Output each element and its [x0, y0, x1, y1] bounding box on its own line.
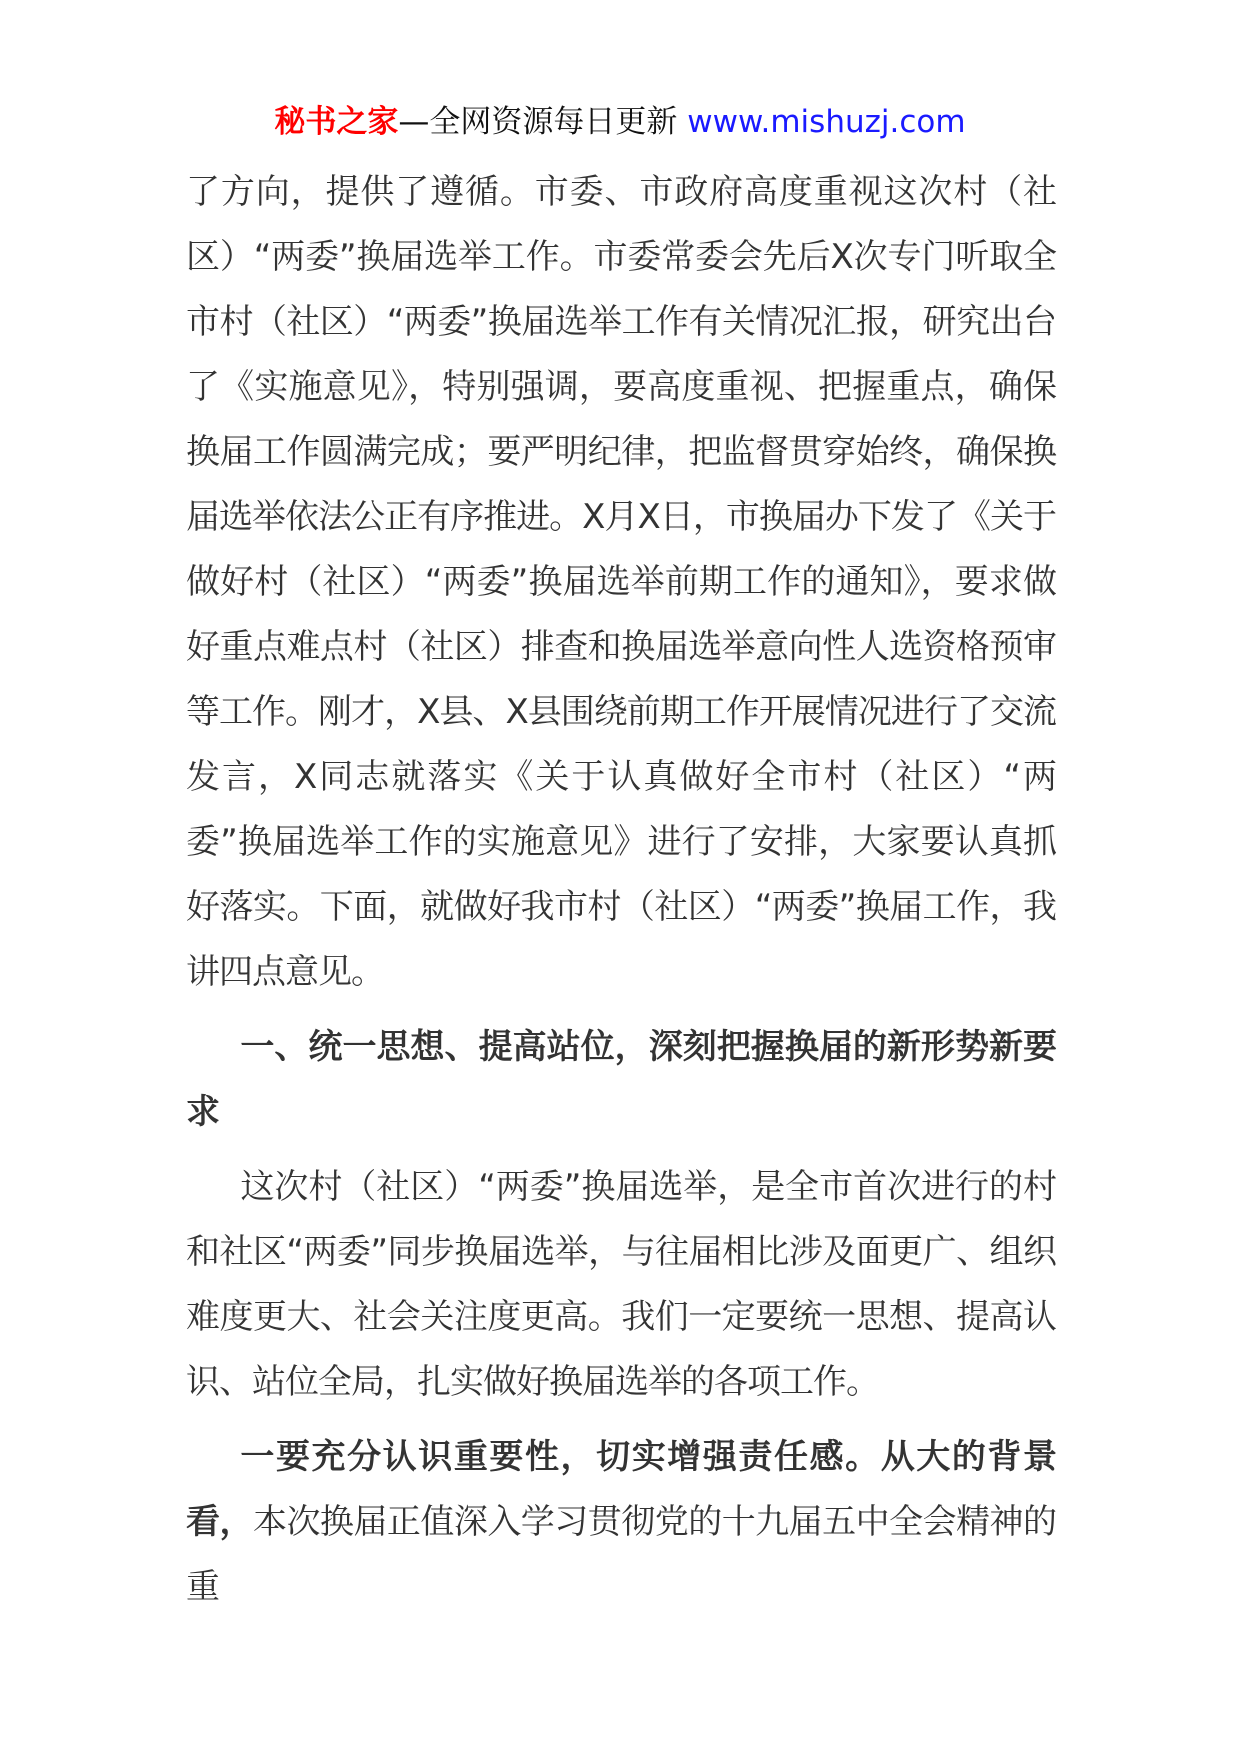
brand-name: 秘书之家 — [274, 104, 399, 140]
paragraph-3-rest: 本次换届正值深入学习贯彻党的十九届五中全会精神的重 — [186, 1502, 1057, 1607]
paragraph-3-lead: 一要充分认识重要性，切实增强责任感。从大的背景看， — [186, 1437, 1056, 1542]
paragraph-3 — [186, 1425, 1056, 1620]
header-slogan: —全网资源每日更新 — [398, 104, 678, 140]
site-header — [0, 102, 1240, 142]
paragraph-1: 了方向，提供了遵循。市委、市政府高度重视这次村（社区）“两委”换届选举工作。市委常委会先后Ⅹ次专门听取全市村（社区）“两委”换届选举工作有关情况汇报，研究出台了《实施意见》，特别强调，要高度重视、把握重点，确保换届工作圆满完成；要严明纪律，把监督贯穿始终，确保换届选举依法公正有序推进。Ⅹ月Ⅹ日，市换届办下发了《关于做好村（社区）“两委”换届选举前期工作的通知》，要求做好重点难点村（社区）排查和换届选举意向性人选资格预审等工作。刚才，Ⅹ县、Ⅹ县围绕前期工作开展情况进行了交流发言，Ⅹ同志就落实《关于认真做好全市村（社区）“两委”换届选举工作的实施意见》进行了安排，大家要认真抓好落实。下面，就做好我市村（社区）“两委”换届工作，我讲四点意见。 — [186, 172, 1056, 992]
section-heading-1: 一、统一思想、提高站位，深刻把握换届的新形势新要求 — [186, 1027, 1056, 1132]
site-url-link[interactable]: www.mishuzj.com — [687, 104, 966, 140]
paragraph-2: 这次村（社区）“两委”换届选举，是全市首次进行的村和社区“两委”同步换届选举，与往届相比涉及面更广、组织难度更大、社会关注度更高。我们一定要统一思想、提高认识、站位全局，扎实做好换届选举的各项工作。 — [186, 1167, 1056, 1402]
document-body — [186, 160, 1056, 1620]
